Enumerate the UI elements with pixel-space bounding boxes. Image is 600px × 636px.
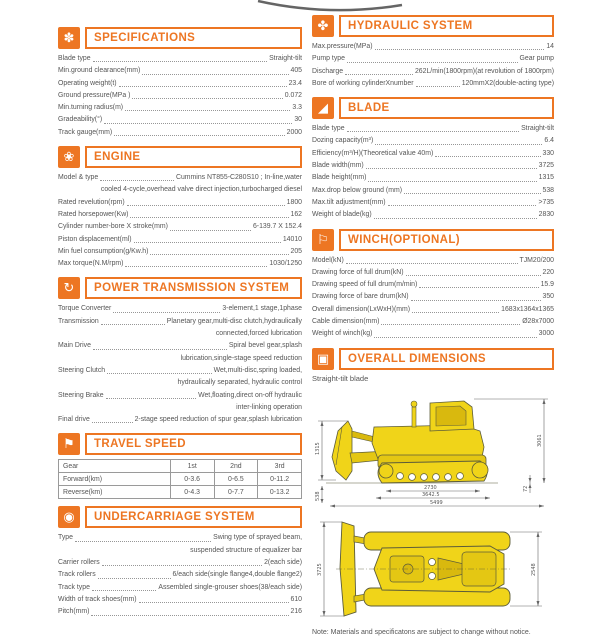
leader-dots [347, 131, 520, 132]
rotation-arrows-icon: ↻ [58, 277, 80, 299]
spec-label: Piston displacement(ml) [58, 235, 132, 243]
spec-label: Drawing speed of full drum(m/min) [312, 281, 418, 289]
spec-value: >735 [538, 198, 554, 206]
spec-value: 3-element,1 stage,1phase [222, 305, 302, 313]
spec-row [312, 66, 554, 78]
blade-triangle-icon: ◢ [312, 97, 334, 119]
leader-dots [92, 422, 133, 423]
section-hydraulic-system [312, 15, 554, 90]
leader-dots [106, 398, 196, 399]
section-specifications [58, 27, 302, 139]
spec-value: 30 [294, 116, 302, 124]
spec-value: 330 [542, 149, 554, 157]
spec-row [312, 209, 554, 221]
spec-row [312, 255, 554, 267]
spec-label: Drawing force of bare drum(kN) [312, 293, 409, 301]
winch-flag-icon: ⚐ [312, 229, 334, 251]
spec-value: Cummins NT855-C280S10 ; In-line,water [176, 174, 302, 182]
spec-continuation-text: cooled 4-cycle,overhead valve direct injection,turbocharged diesel [100, 186, 302, 194]
spec-row-continuation [58, 184, 302, 196]
spec-label: Blade type [58, 55, 91, 62]
spec-continuation-text: inter-linking operation [236, 403, 302, 411]
leader-dots [102, 565, 262, 566]
spec-label: Type [58, 534, 73, 542]
spec-row [58, 316, 302, 328]
spec-value: 23.4 [288, 79, 302, 87]
section-blade [312, 97, 554, 221]
spec-row [58, 209, 302, 221]
spec-value: 2830 [538, 211, 554, 219]
section-title: UNDERCARRIAGE SYSTEM [85, 506, 302, 528]
spec-value: 3000 [538, 330, 554, 338]
leader-dots [374, 218, 537, 219]
spec-label: Final drive [58, 416, 90, 424]
table-header: 2nd [214, 460, 258, 473]
spec-label: Max torque(N.M/rpm) [58, 260, 124, 268]
leader-dots [104, 123, 292, 124]
spec-row [58, 582, 302, 594]
spec-value: 14 [546, 43, 554, 50]
leader-dots [347, 62, 518, 63]
spec-row [58, 78, 302, 90]
spec-value: 0.072 [284, 91, 302, 99]
travel-flag-icon: ⚑ [58, 433, 80, 455]
spec-row [312, 197, 554, 209]
spec-label: Gradeability(°) [58, 116, 103, 124]
spec-row [58, 234, 302, 246]
leader-dots [101, 324, 165, 325]
spec-row [312, 78, 554, 90]
spec-value: 1315 [538, 174, 554, 182]
hydraulic-leaf-icon: ✤ [312, 15, 334, 37]
leader-dots [93, 349, 227, 350]
spec-value: 216 [290, 608, 302, 616]
spec-row [58, 197, 302, 209]
spec-value: Ø28x7000 [522, 318, 554, 326]
overall-dimensions-drawings [312, 374, 554, 636]
section-title: TRAVEL SPEED [85, 433, 302, 455]
spec-row [58, 65, 302, 77]
spec-row [58, 414, 302, 426]
spec-value: 220 [542, 268, 554, 276]
spec-label: Blade type [312, 125, 345, 133]
table-cell: 0-13.2 [258, 486, 302, 499]
spec-value: 6/each side(single flange4,double flange2) [172, 571, 302, 579]
leader-dots [93, 61, 268, 62]
section-overall-dimensions [312, 348, 554, 370]
spec-value: 405 [290, 67, 302, 75]
spec-value: 538 [542, 186, 554, 194]
spec-value: 1683x1364x1365 [501, 305, 554, 313]
table-cell: 0-7.7 [214, 486, 258, 499]
svg-text:2730: 2730 [424, 484, 437, 491]
spec-label: Min.ground clearance(mm) [58, 67, 141, 75]
spec-value: 6.4 [544, 137, 554, 145]
medallion-icon: ✽ [58, 27, 80, 49]
wheel-icon: ◉ [58, 506, 80, 528]
spec-row [58, 53, 302, 65]
leader-dots [368, 181, 536, 182]
spec-label: Min.turning radius(m) [58, 104, 124, 112]
spec-value: 2(each side) [264, 559, 302, 567]
spec-row [58, 246, 302, 258]
table-row [59, 486, 302, 499]
section-header [312, 97, 554, 119]
section-title: WINCH(OPTIONAL) [339, 229, 554, 251]
section-header [58, 27, 302, 49]
spec-label: Max.drop below ground (mm) [312, 186, 402, 194]
spec-value: Straight-tilt [269, 55, 302, 62]
spec-label: Ground pressure(MPa ) [58, 91, 131, 99]
spec-label: Blade width(mm) [312, 162, 364, 170]
section-power-transmission-system [58, 277, 302, 426]
spec-label: Main Drive [58, 342, 91, 350]
leader-dots [142, 74, 288, 75]
section-header [312, 348, 554, 370]
leader-dots [366, 168, 537, 169]
spec-label: Operating weight(t) [58, 79, 117, 87]
spec-row [312, 123, 554, 135]
spec-row-continuation [58, 377, 302, 389]
spec-value: 2-stage speed reduction of spur gear,splash lubrication [134, 416, 302, 424]
table-header: 1st [170, 460, 214, 473]
leader-dots [114, 135, 285, 136]
spec-label: Dozing capacity(m³) [312, 137, 374, 145]
section-engine [58, 146, 302, 270]
section-header [58, 433, 302, 455]
leader-dots [119, 86, 287, 87]
leader-dots [127, 205, 285, 206]
spec-row [58, 557, 302, 569]
dozer-icon: ▣ [312, 348, 334, 370]
spec-row [312, 185, 554, 197]
svg-text:5499: 5499 [430, 499, 443, 506]
spec-row [312, 279, 554, 291]
spec-value: 262L/min(1800rpm)(at revolution of 1800rpm) [414, 67, 554, 75]
spec-row [312, 291, 554, 303]
spec-value: Wet,floating,direct on-off hydraulic [198, 391, 302, 399]
spec-row [312, 160, 554, 172]
spec-row [58, 340, 302, 352]
spec-label: Model & type [58, 174, 99, 182]
spec-row [58, 90, 302, 102]
spec-value: 205 [290, 247, 302, 255]
leader-dots [416, 86, 460, 87]
leader-dots [419, 287, 538, 288]
spec-label: Weight of winch(kg) [312, 330, 373, 338]
spec-label: Steering Clutch [58, 366, 106, 374]
right-column [312, 8, 554, 636]
section-title: ENGINE [85, 146, 302, 168]
spec-row [58, 258, 302, 270]
drawing-caption: Straight-tilt blade [312, 373, 369, 383]
leader-dots [113, 312, 220, 313]
travel-speed-table [58, 459, 302, 499]
section-title: HYDRAULIC SYSTEM [339, 15, 554, 37]
spec-value: 3.3 [292, 104, 302, 112]
spec-value: Swing type of sprayed beam, [213, 534, 302, 542]
spec-row-continuation [58, 545, 302, 557]
table-cell: 0-11.2 [258, 473, 302, 486]
spec-label: Discharge [312, 67, 344, 75]
spec-row [58, 221, 302, 233]
leader-dots [125, 266, 267, 267]
spec-label: Transmission [58, 317, 99, 325]
leader-dots [388, 205, 537, 206]
table-header: 3rd [258, 460, 302, 473]
spec-row [312, 41, 554, 53]
spec-row [58, 102, 302, 114]
section-title: OVERALL DIMENSIONS [339, 348, 554, 370]
spec-label: Torque Converter [58, 305, 112, 313]
spec-value: 15.9 [540, 281, 554, 289]
spec-row [312, 53, 554, 65]
spec-row [58, 569, 302, 581]
spec-label: Steering Brake [58, 391, 104, 399]
spec-value: 162 [290, 210, 302, 218]
footnote: Note: Materials and specificatons are subject to change without notice. [312, 628, 531, 636]
section-header [312, 15, 554, 37]
leader-dots [374, 337, 536, 338]
spec-value: 2000 [286, 128, 302, 136]
section-title: POWER TRANSMISSION SYSTEM [85, 277, 302, 299]
spec-label: Max.pressure(MPa) [312, 43, 373, 50]
spec-label: Carrier rollers [58, 559, 100, 567]
leader-dots [150, 254, 288, 255]
spec-label: Rated horsepower(Kw) [58, 210, 129, 218]
section-header [312, 229, 554, 251]
dozer-top-view-drawing [312, 518, 554, 620]
spec-label: Track gauge(mm) [58, 128, 113, 136]
svg-text:3725: 3725 [317, 562, 323, 576]
spec-value: Planetary gear,multi-disc clutch,hydraulically [166, 317, 302, 325]
spec-row [58, 114, 302, 126]
spec-label: Max.tilt adjustment(mm) [312, 198, 386, 206]
table-cell: 0-4.3 [170, 486, 214, 499]
spec-value: Assembled single-grouser shoes(38/each side) [158, 583, 302, 591]
table-header: Gear [59, 460, 171, 473]
spec-value: TJM20/200 [519, 256, 554, 264]
section-travel-speed [58, 433, 302, 499]
spec-row-continuation [58, 402, 302, 414]
leader-dots [375, 144, 542, 145]
svg-text:1315: 1315 [315, 441, 321, 455]
leader-dots [130, 217, 288, 218]
spec-label: Width of track shoes(mm) [58, 595, 137, 603]
spec-value: 1030/1250 [269, 260, 302, 268]
spec-label: Efficiency(m³/H)(Theoretical value 40m) [312, 149, 434, 157]
leader-dots [411, 300, 541, 301]
table-cell: Reverse(km) [59, 486, 171, 499]
section-header [58, 506, 302, 528]
spec-row [58, 532, 302, 544]
leader-dots [435, 156, 540, 157]
spec-value: Spiral bevel gear,splash [228, 342, 302, 350]
spec-row [312, 135, 554, 147]
spec-row [312, 328, 554, 340]
spec-value: 3725 [538, 162, 554, 170]
dozer-side-view-drawing [312, 385, 554, 513]
leader-dots [92, 590, 156, 591]
leader-dots [75, 541, 211, 542]
spec-label: Blade height(mm) [312, 174, 367, 182]
spec-label: Overall dimension(LxWxH)(mm) [312, 305, 411, 313]
spec-label: Pitch(mm) [58, 608, 90, 616]
spec-label: Cable dimension(mm) [312, 318, 380, 326]
leader-dots [125, 110, 290, 111]
leader-dots [100, 180, 174, 181]
spec-label: Pump type [312, 55, 345, 63]
section-header [58, 146, 302, 168]
spec-value: Gear pump [519, 55, 554, 63]
leader-dots [412, 312, 499, 313]
leader-dots [404, 193, 541, 194]
table-cell: Forward(km) [59, 473, 171, 486]
spec-label: Track rollers [58, 571, 96, 579]
spec-row [58, 594, 302, 606]
table-cell: 0-6.5 [214, 473, 258, 486]
spec-row [58, 365, 302, 377]
leader-dots [134, 242, 281, 243]
spec-label: Track type [58, 583, 90, 591]
spec-label: Bore of working cylinderXnumber [312, 79, 414, 87]
spec-row [58, 172, 302, 184]
leader-dots [170, 230, 251, 231]
spec-label: Weight of blade(kg) [312, 211, 372, 219]
spec-value: 14010 [282, 235, 302, 243]
left-column [58, 20, 302, 621]
spec-row [312, 267, 554, 279]
spec-row-continuation [58, 353, 302, 365]
spec-continuation-text: lubrication,single-stage speed reduction [180, 354, 302, 362]
section-title: SPECIFICATIONS [85, 27, 302, 49]
spec-value: 120mmX2(double-acting type) [461, 79, 554, 87]
leader-dots [107, 373, 212, 374]
spec-row [312, 148, 554, 160]
leader-dots [91, 615, 288, 616]
leader-dots [139, 602, 289, 603]
leader-dots [132, 98, 282, 99]
leader-dots [406, 275, 541, 276]
spec-row [312, 316, 554, 328]
spec-continuation-text: connected,forced lubrication [215, 330, 302, 338]
spec-row [58, 606, 302, 618]
spec-value: 350 [542, 293, 554, 301]
svg-text:72: 72 [523, 485, 529, 492]
spec-label: Cylinder number-bore X stroke(mm) [58, 223, 168, 231]
spec-row-continuation [58, 328, 302, 340]
section-undercarriage-system [58, 506, 302, 618]
spec-row [58, 303, 302, 315]
spec-label: Min fuel consumption(g/Kw.h) [58, 247, 149, 255]
section-winch-optional [312, 229, 554, 341]
spec-label: Drawing force of full drum(kN) [312, 268, 404, 276]
spec-label: Rated revelution(rpm) [58, 198, 125, 206]
svg-text:538: 538 [315, 491, 321, 501]
spec-label: Model(kN) [312, 256, 344, 264]
svg-text:2548: 2548 [531, 562, 537, 576]
svg-text:3642.5: 3642.5 [422, 491, 440, 498]
leader-dots [375, 49, 545, 50]
leader-dots [98, 578, 171, 579]
spec-row [58, 390, 302, 402]
section-header [58, 277, 302, 299]
spec-value: Straight-tilt [521, 125, 554, 133]
leader-dots [381, 324, 520, 325]
leader-dots [346, 263, 518, 264]
spec-value: Wet,multi-disc,spring loaded, [213, 366, 302, 374]
spec-value: 610 [290, 595, 302, 603]
section-title: BLADE [339, 97, 554, 119]
table-cell: 0-3.6 [170, 473, 214, 486]
spec-row [312, 172, 554, 184]
engine-medallion-icon: ❀ [58, 146, 80, 168]
spec-value: 6-139.7 X 152.4 [252, 223, 302, 231]
spec-row [312, 304, 554, 316]
leader-dots [345, 74, 413, 75]
spec-continuation-text: suspended structure of equalizer bar [190, 546, 302, 554]
svg-text:3061: 3061 [537, 433, 543, 447]
spec-row [58, 127, 302, 139]
spec-value: 1800 [286, 198, 302, 206]
table-row [59, 473, 302, 486]
spec-continuation-text: hydraulically separated, hydraulic control [177, 379, 302, 387]
